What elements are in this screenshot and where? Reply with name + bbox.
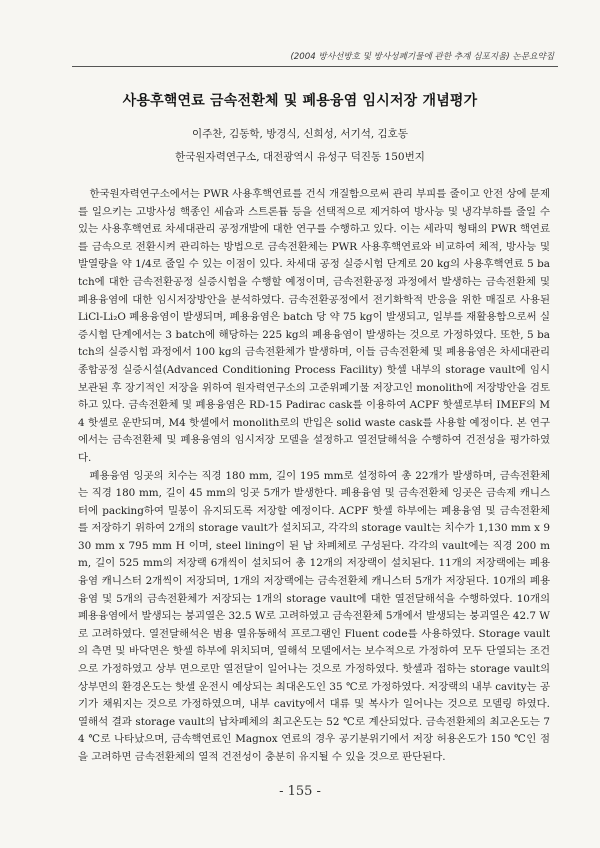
running-header: (2004 방사선방호 및 방사성폐기물에 관한 추계 심포지움) 논문요약집 <box>290 52 554 62</box>
paper-title: 사용후핵연료 금속전환체 및 폐용융염 임시저장 개념평가 <box>122 93 478 109</box>
page-number: - 155 - <box>279 784 321 799</box>
header-rule <box>72 66 558 67</box>
abstract-paragraph-1: 한국원자력연구소에서는 PWR 사용후핵연료를 건식 개질함으로써 관리 부피를 줄이고 안전 상에 문제를 일으키는 고방사성 핵종인 세슘과 스트론튬 등을 선택적으로 제거하여 방사능 및 냉각부하를 줄일 수 있는 사용후핵연료 차세대관리 공정개발에 대한 연구를 수행하고 있다. 이는 세라믹 형태의 PWR 핵연료를 금속으로 전환시켜 관리하는 방법으로 금속전환체는 PWR 사용후핵연료와 비교하여 체적, 방사능 및 발열량을 약 1/4로 줄일 수 있는 이점이 있다. 차세대 공정 실증시험 단계로 20 kg의 사용후핵연료 5 batch에 대한 금속전환공정 실증시험을 수행할 예정이며, 금속전환공정 과정에서 발생하는 금속전환체 및 폐용융염에 대한 임시저장방안을 분석하였다. 금속전환공정에서 전기화학적 반응을 위한 매질로 사용된 LiCl-Li₂O 폐용융염이 발생되며, 폐용융염은 batch 당 약 75 kg이 발생되고, 일부를 재활용함으로써 실증시험 단계에서는 3 batch에 해당하는 225 kg의 폐용융염이 발생하는 것으로 가정하였다. 또한, 5 batch의 실증시험 과정에서 100 kg의 금속전환체가 발생하며, 이들 금속전환체 및 폐용융염은 차세대관리 종합공정 실증시설(Advanced Conditioning Process Facility) 핫셀 내부의 storage vault에 임시 보관된 후 장기적인 저장을 위하여 원자력연구소의 고준위폐기물 저장고인 monolith에 저장방안을 검토하고 있다. 금속전환체 및 폐용융염은 RD-15 Padirac cask를 이용하여 ACPF 핫셀로부터 IMEF의 M4 핫셀로 운반되며, M4 핫셀에서 monolith로의 반입은 solid waste cask를 사용할 예정이다. 본 연구에서는 금속전환체 및 폐용융염의 임시저장 모델을 설정하고 열전달해석을 수행하여 건전성을 평가하였다. <box>78 188 550 464</box>
affiliation: 한국원자력연구소, 대전광역시 유성구 덕진동 150번지 <box>175 151 425 163</box>
author-list: 이주찬, 김동학, 방경식, 신희성, 서기석, 김호동 <box>192 128 408 140</box>
abstract-body <box>78 186 550 767</box>
abstract-paragraph-2: 폐용융염 잉곳의 치수는 직경 180 mm, 길이 195 mm로 설정하여 총 22개가 발생하며, 금속전환체는 직경 180 mm, 길이 45 mm의 잉곳 5개가 발생한다. 폐용융염 및 금속전환체 잉곳은 금속제 캐니스터에 packing하여 밀봉이 유지되도록 저장할 예정이다. ACPF 핫셀 하부에는 폐용융염 및 금속전환체를 저장하기 위하여 2개의 storage vault가 설치되고, 각각의 storage vault는 치수가 1,130 mm x 930 mm x 795 mm H 이며, steel lining이 된 납 차폐체로 구성된다. 각각의 vault에는 직경 200 mm, 길이 525 mm의 저장랙 6개씩이 설치되어 총 12개의 저장랙이 설치된다. 11개의 저장랙에는 폐용융염 캐니스터 2개씩이 저장되며, 1개의 저장랙에는 금속전환체 캐니스터 5개가 저장된다. 10개의 폐용융염 및 5개의 금속전환체가 저장되는 1개의 storage vault에 대한 열전달해석을 수행하였다. 10개의 폐용융염에서 발생되는 붕괴열은 32.5 W로 고려하였고 금속전환체 5개에서 발생되는 붕괴열은 42.7 W로 고려하였다. 열전달해석은 범용 열유동해석 프로그램인 Fluent code를 사용하였다. Storage vault의 측면 및 바닥면은 핫셀 하부에 위치되며, 열해석 모델에서는 보수적으로 가정하여 모두 단열되는 조건으로 가정하였고 상부 면으로만 열전달이 일어나는 것으로 가정하였다. 핫셀과 접하는 storage vault의 상부면의 환경온도는 핫셀 운전시 예상되는 최대온도인 35 ℃로 가정하였다. 저장랙의 내부 cavity는 공기가 채워지는 것으로 가정하였으며, 내부 cavity에서 대류 및 복사가 일어나는 것으로 모델링 하였다. 열해석 결과 storage vault의 납차폐체의 최고온도는 52 ℃로 계산되었다. 금속전환체의 최고온도는 74 ℃로 나타났으며, 금속핵연료인 Magnox 연료의 경우 공기분위기에서 저장 허용온도가 150 ℃인 점을 고려하면 금속전환체의 열적 건전성이 충분히 유지될 수 있을 것으로 판단된다. <box>78 469 550 763</box>
